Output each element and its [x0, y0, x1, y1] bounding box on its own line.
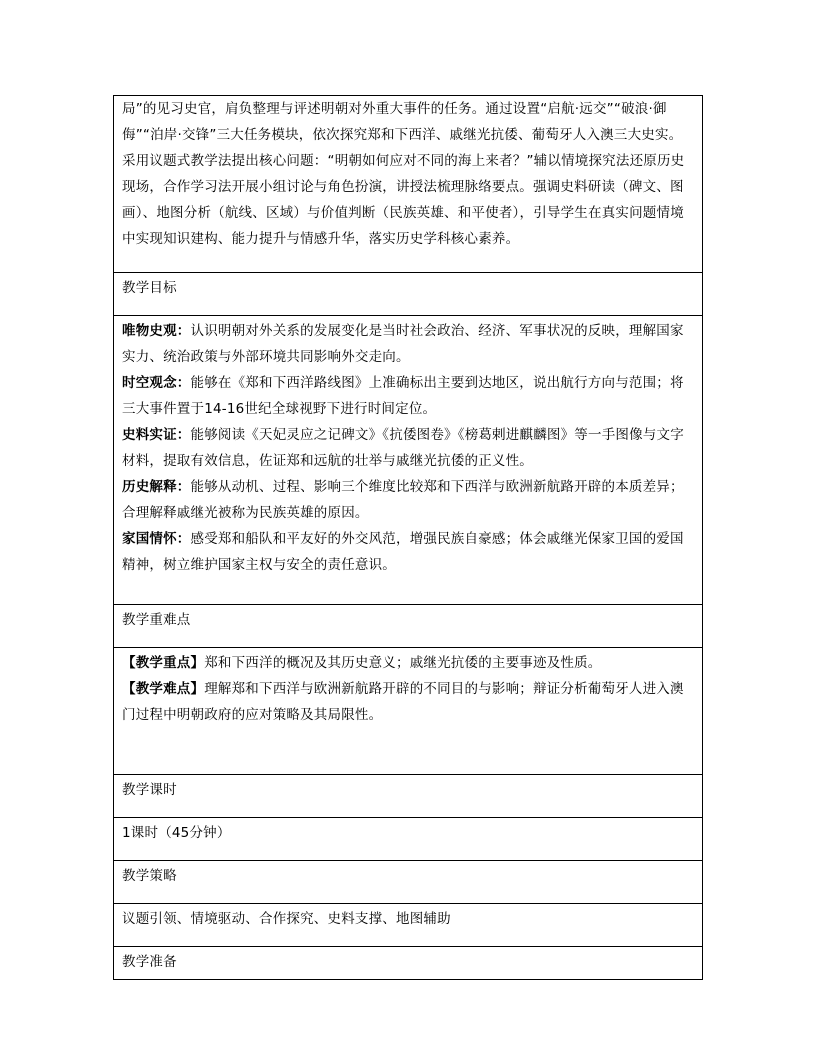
lesson-plan-table [113, 95, 703, 980]
lesson-time-header-row [114, 775, 703, 818]
preparation-header-row [114, 947, 703, 980]
intro-cell [114, 96, 703, 273]
keypoint-item: 【教学难点】理解郑和下西洋与欧洲新航路开辟的不同目的与影响；辩证分析葡萄牙人进入澳门过程中明朝政府的应对策略及其局限性。 [122, 681, 684, 723]
keypoints-content [114, 648, 703, 775]
preparation-header: 教学准备 [114, 947, 703, 980]
strategy-row [114, 904, 703, 947]
lesson-time-header: 教学课时 [114, 775, 703, 818]
keypoints-header-row [114, 605, 703, 648]
objective-item: 时空观念：能够在《郑和下西洋路线图》上准确标出主要到达地区，说出航行方向与范围；将三大事件置于14-16世纪全球视野下进行时间定位。 [122, 375, 684, 417]
keypoint-item: 【教学重点】郑和下西洋的概况及其历史意义；戚继光抗倭的主要事迹及性质。 [122, 655, 602, 671]
objective-item: 家国情怀：感受郑和船队和平友好的外交风范，增强民族自豪感；体会戚继光保家卫国的爱国精神，树立维护国家主权与安全的责任意识。 [122, 531, 684, 573]
lesson-time-value: 1课时（45分钟） [114, 818, 703, 861]
intro-row [114, 96, 703, 273]
strategy-header-row [114, 861, 703, 904]
objective-item: 历史解释：能够从动机、过程、影响三个维度比较郑和下西洋与欧洲新航路开辟的本质差异；合理解释戚继光被称为民族英雄的原因。 [122, 479, 684, 521]
objectives-header: 教学目标 [114, 273, 703, 316]
strategy-value: 议题引领、情境驱动、合作探究、史料支撑、地图辅助 [114, 904, 703, 947]
lesson-time-row [114, 818, 703, 861]
objective-item: 唯物史观：认识明朝对外关系的发展变化是当时社会政治、经济、军事状况的反映，理解国家实力、统治政策与外部环境共同影响外交走向。 [122, 323, 684, 365]
objectives-content [114, 316, 703, 605]
objectives-content-row [114, 316, 703, 605]
keypoints-content-row [114, 648, 703, 775]
intro-paragraph: 局”的见习史官，肩负整理与评述明朝对外重大事件的任务。通过设置“启航·远交”“破浪·御侮”“泊岸·交锋”三大任务模块，依次探究郑和下西洋、戚继光抗倭、葡萄牙人入澳三大史实。采用议题式教学法提出核心问题：“明朝如何应对不同的海上来者？”辅以情境探究法还原历史现场，合作学习法开展小组讨论与角色扮演，讲授法梳理脉络要点。强调史料研读（碑文、图画）、地图分析（航线、区域）与价值判断（民族英雄、和平使者），引导学生在真实问题情境中实现知识建构、能力提升与情感升华，落实历史学科核心素养。 [122, 101, 685, 247]
keypoints-header: 教学重难点 [114, 605, 703, 648]
strategy-header: 教学策略 [114, 861, 703, 904]
objectives-header-row [114, 273, 703, 316]
objective-item: 史料实证：能够阅读《天妃灵应之记碑文》《抗倭图卷》《榜葛剌进麒麟图》等一手图像与文字材料，提取有效信息，佐证郑和远航的壮举与戚继光抗倭的正义性。 [122, 427, 684, 469]
